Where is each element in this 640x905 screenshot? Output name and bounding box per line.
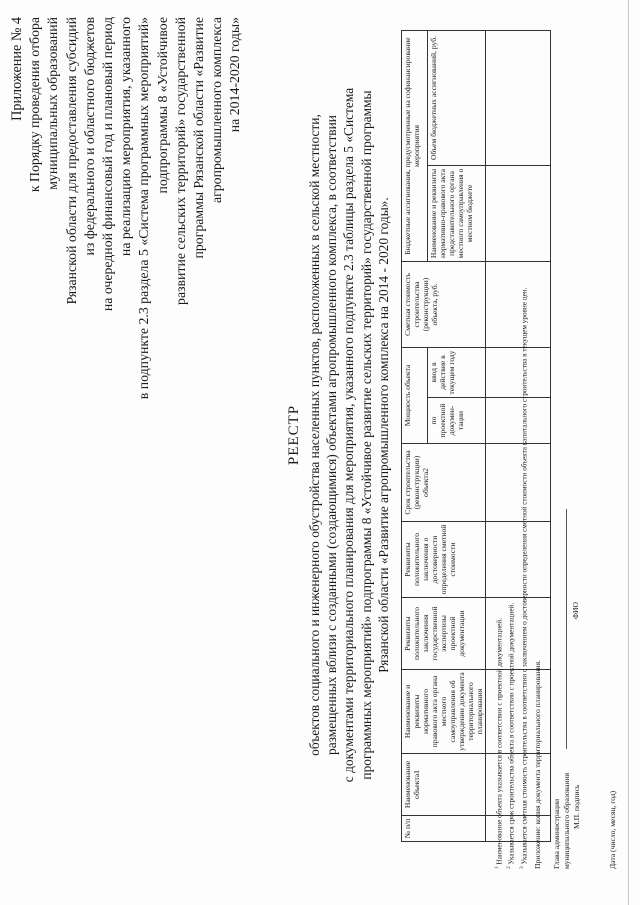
footnotes [492,288,529,869]
footnote: $^3$ Указывается сметная стоимость строительства в соответствии с заключением о достоверности определения сметной стоимости объекта капитального строительства в текущем уровне цен. [518,287,529,869]
document-title [286,25,392,845]
appendix-line: развитие сельских территорий» государственной [172,17,188,305]
title-line: размещенных вблизи с созданными (создающимися) объектами агропромышленного комплекса, в соответствии [324,115,340,755]
appendix-line: Рязанской области для предоставления субсидий [63,17,79,305]
signature-block [552,489,582,869]
footnote: $^1$ Наименование объекта указывается в соответствии с проектной документацией. [494,618,504,869]
col-npa-tp-header: Наименование и реквизиты нормативного правового акта органа местного самоуправления об утверждении документа территориального планирования [402,670,486,754]
title-line: объектов социального и инженерного обустройства населенных пунктов, расположенных в сельской местности, [307,114,322,756]
col-cost-check-header: Реквизиты положительного заключения о достоверности определения сметной стоимости [402,522,486,598]
signature-mp-label: М.П. подпись [572,784,581,829]
title-line: программных мероприятий» подпрограммы 8 «Устойчивое развитие сельских территорий» государственной программы [358,90,374,780]
appendix-line: к Порядку проведения отбора [27,17,43,193]
appendix-line: из федерального и областного бюджетов [81,17,97,256]
col-expertise-header: Реквизиты положительного заключения государственной экспертизы проектной документации [402,598,486,670]
appendix-line: Приложение № 4 [9,17,25,121]
signature-fio-label: ФИО [571,602,580,619]
col-estimate-header: Сметная стоимость строительства (реконструкции) объекта, руб. [402,261,486,347]
col-name-header: Наименование объекта1 [402,754,486,816]
table-cell [486,165,551,261]
title-text [306,25,392,845]
page-edge-line [628,0,629,905]
appendix-line: в подпункте 2.3 раздела 5 «Система программных мероприятий» [136,17,152,400]
appendix-line: на 2014-2020 годы» [227,17,243,133]
attachment-note: Приложение: копия документа территориального планирования. [533,660,542,869]
col-budget-amount-header: Объем бюджетных ассигнований, руб. [427,30,485,165]
col-budget-header: Бюджетные ассигнования, предусмотренные на софинансирование мероприятия [402,30,428,261]
title-line: с документами территориального планирования для мероприятия, указанного подпункте 2.3 таблицы раздела 5 «Система [341,87,357,783]
title-line: Рязанской области «Развитие агропромышленного комплекса на 2014 - 2020 годы». [375,197,391,673]
appendix-line: агропромышленного комплекса [209,17,225,203]
table-header-row [402,30,428,841]
table-cell [486,30,551,165]
appendix-header [8,17,245,487]
col-term-header: Срок строительства (реконструкции) объекта2 [402,444,486,522]
appendix-line: подпрограммы 8 «Устойчивое [154,17,170,194]
col-number-header: № п/п [402,816,486,842]
appendix-line: на очередной финансовый год и плановый период [100,17,116,312]
appendix-line: программы Рязанской области «Развитие [191,17,207,259]
col-capacity-project-header: по проектной докумен-тации [427,398,485,444]
col-capacity-commission-header: ввод в действие в текущем году [427,347,485,397]
col-budget-npa-header: Наименование и реквизиты нормативно-правового акта представительного органа местного самоуправления о местном бюджете [427,165,485,261]
signature-position: Глава администрации [552,798,561,869]
title-heading: РЕЕСТР [286,404,302,466]
signature-position: муниципального образования [562,772,571,869]
appendix-line: муниципальных образований [45,17,61,190]
footnote: $^2$ Указывается срок строительства объекта в соответствии с проектной документацией. [506,602,516,869]
date-label: Дата (число, месяц, год) [608,790,617,869]
appendix-line: на реализацию мероприятия, указанного [118,17,134,257]
col-capacity-header: Мощность объекта [402,347,428,443]
signature-underline [566,509,567,749]
